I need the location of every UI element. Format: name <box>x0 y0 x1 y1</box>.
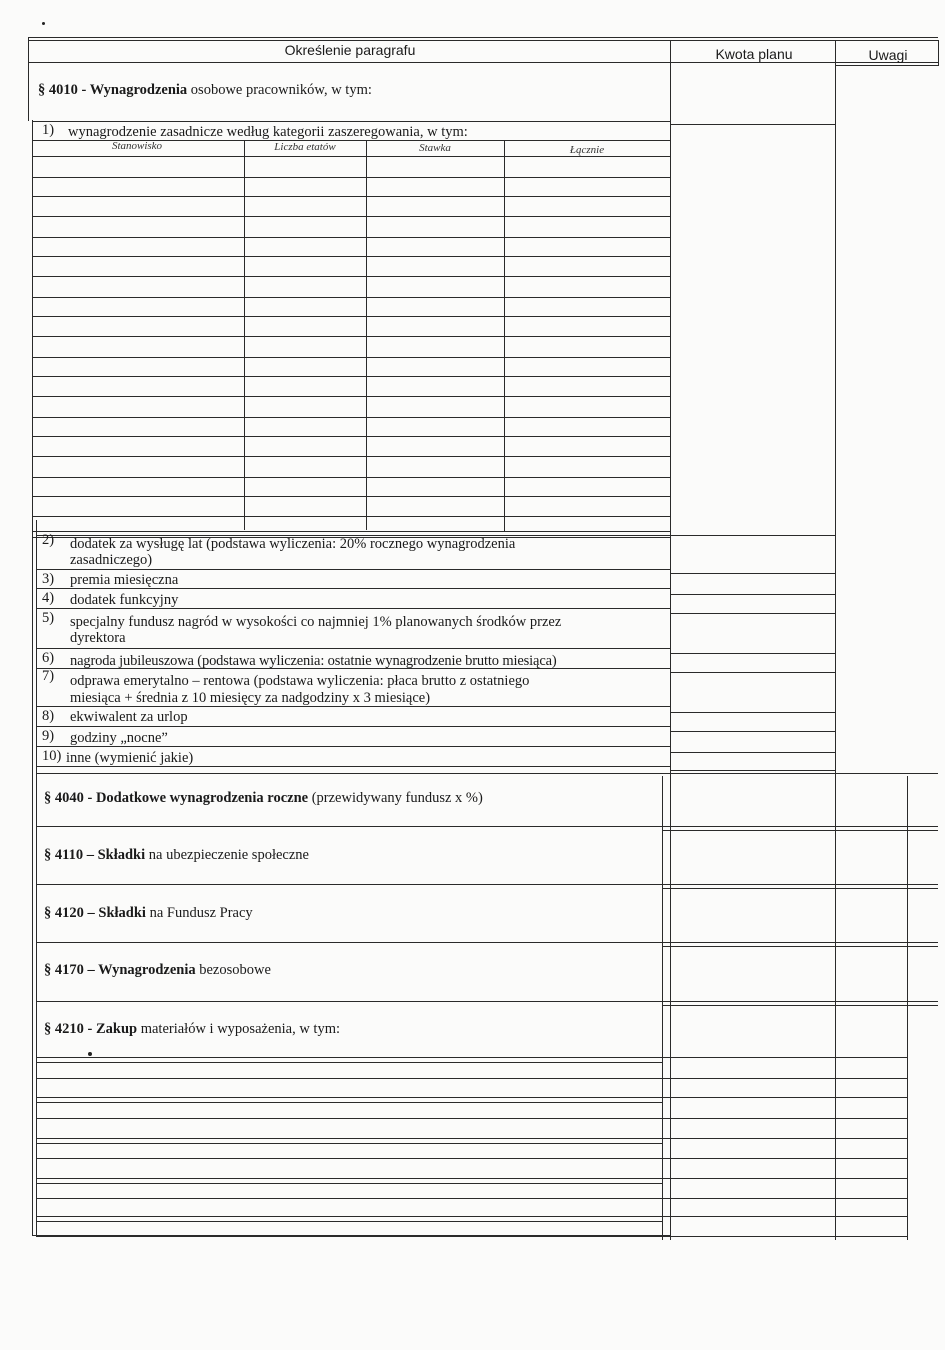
item-text: godziny „nocne” <box>70 730 168 746</box>
blank-row-line <box>36 1158 908 1159</box>
section-4170-title: § 4170 – Wynagrodzenia bezosobowe <box>44 962 271 978</box>
table-row-line <box>32 256 670 257</box>
item-number: 3) <box>42 571 55 587</box>
item-text: specjalny fundusz nagród w wysokości co najmniej 1% planowanych środków przez <box>70 614 562 630</box>
blank-row-line <box>36 1078 908 1079</box>
section-4120-title: § 4120 – Składki na Fundusz Pracy <box>44 905 253 921</box>
table-row-line <box>32 237 670 238</box>
item-number: 8) <box>42 708 55 724</box>
blank-row-line <box>36 1178 908 1179</box>
item-number: 5) <box>42 610 55 626</box>
item-number: 6) <box>42 650 55 666</box>
item-number: 4) <box>42 590 55 606</box>
table-row-line <box>32 177 670 178</box>
section-4040-title: § 4040 - Dodatkowe wynagrodzenia roczne (przewidywany fundusz x %) <box>44 790 483 806</box>
item-number: 7) <box>42 668 55 684</box>
blank-row-line <box>36 1216 908 1217</box>
item-text-cont: zasadniczego) <box>70 552 153 568</box>
item-text: wynagrodzenie zasadnicze według kategorii zaszeregowania, w tym: <box>68 124 468 140</box>
table-row-line <box>32 316 670 317</box>
table-row-line <box>32 516 670 517</box>
item-text: inne (wymienić jakie) <box>66 750 194 766</box>
section-4010-title: § 4010 - Wynagrodzenia osobowe pracowników, w tym: <box>38 82 372 98</box>
table-row-line <box>32 376 670 377</box>
blank-row-line <box>36 1118 908 1119</box>
table-row-line <box>32 417 670 418</box>
item-number: 1) <box>42 122 55 138</box>
blank-row-line <box>36 1097 908 1098</box>
blank-row-line <box>36 1143 662 1144</box>
table-row-line <box>32 276 670 277</box>
item-text: odprawa emerytalno – rentowa (podstawa wyliczenia: płaca brutto z ostatniego <box>70 673 530 689</box>
table-row-line <box>32 477 670 478</box>
blank-row-line <box>36 1062 662 1063</box>
blank-row-line <box>36 1102 662 1103</box>
item-text: ekwiwalent za urlop <box>70 709 188 725</box>
table-header-total: Łącznie <box>569 144 605 156</box>
col-header-notes: Uwagi <box>868 47 908 63</box>
table-row-line <box>32 336 670 337</box>
table-row-line <box>32 216 670 217</box>
item-text: nagroda jubileuszowa (podstawa wyliczenia: ostatnie wynagrodzenie brutto miesiąca) <box>70 653 557 669</box>
table-row-line <box>32 297 670 298</box>
section-4110-title: § 4110 – Składki na ubezpieczenie społeczne <box>44 847 309 863</box>
item-text: dodatek za wysługę lat (podstawa wyliczenia: 20% rocznego wynagrodzenia <box>70 536 516 552</box>
table-header-fte: Liczba etatów <box>274 141 336 153</box>
table-row-line <box>32 396 670 397</box>
table-row-line <box>32 357 670 358</box>
item-number: 10) <box>42 748 62 764</box>
blank-row-line <box>36 1057 908 1058</box>
table-header-position: Stanowisko <box>111 140 163 152</box>
section-4210-title: § 4210 - Zakup materiałów i wyposażenia, w tym: <box>44 1021 341 1037</box>
table-header-rate: Stawka <box>419 142 451 154</box>
item-text-cont: miesiąca + średnia z 10 miesięcy za nadgodziny x 3 miesiące) <box>70 690 431 706</box>
blank-row-line <box>36 1138 908 1139</box>
item-number: 2) <box>42 532 55 548</box>
col-header-paragraph: Określenie paragrafu <box>284 42 416 58</box>
table-row-line <box>32 436 670 437</box>
blank-row-line <box>36 1198 908 1199</box>
blank-row-line <box>36 1221 662 1222</box>
item-text: premia miesięczna <box>70 572 179 588</box>
item-text-cont: dyrektora <box>70 630 126 646</box>
scan-speck <box>88 1052 92 1056</box>
table-row-line <box>32 456 670 457</box>
table-row-line <box>32 196 670 197</box>
blank-row-line <box>36 1183 662 1184</box>
item-number: 9) <box>42 728 55 744</box>
item-text: dodatek funkcyjny <box>70 592 179 608</box>
scan-speck <box>42 22 45 25</box>
col-header-amount: Kwota planu <box>715 46 793 62</box>
table-row-line <box>32 496 670 497</box>
